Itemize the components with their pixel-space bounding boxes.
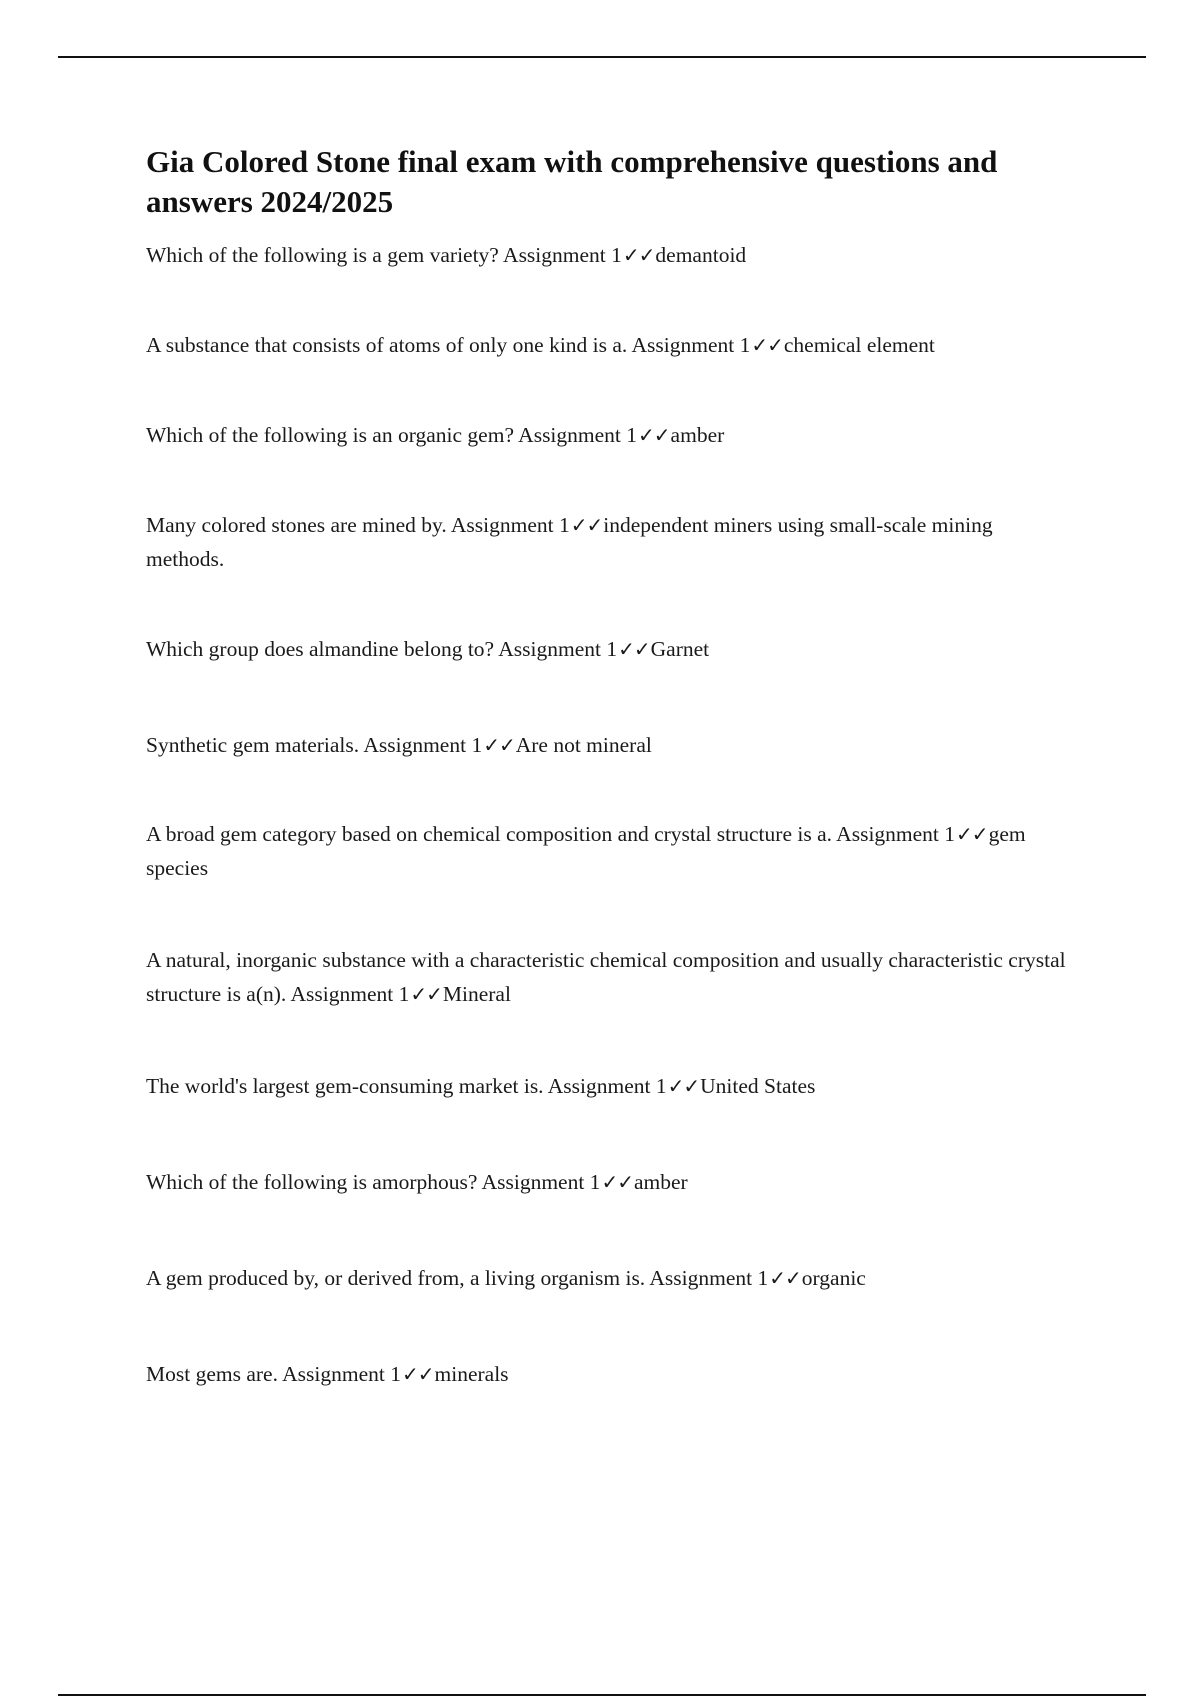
answer-text: minerals (434, 1362, 509, 1386)
check-icon: ✓✓ (410, 982, 442, 1006)
question-text: A gem produced by, or derived from, a living organism is. Assignment 1 (146, 1266, 769, 1290)
question-text: A substance that consists of atoms of only one kind is a. Assignment 1 (146, 333, 751, 357)
question-text: Many colored stones are mined by. Assignment 1 (146, 513, 570, 537)
check-icon: ✓✓ (483, 733, 515, 757)
bottom-rule (58, 1694, 1146, 1696)
qa-list (146, 238, 1066, 1391)
qa-item (146, 1069, 1066, 1103)
answer-text: Garnet (650, 637, 710, 661)
qa-item (146, 238, 1066, 272)
check-icon: ✓✓ (638, 423, 670, 447)
check-icon: ✓✓ (667, 1074, 700, 1098)
document-title: Gia Colored Stone final exam with comprehensive questions and answers 2024/2025 (146, 144, 998, 219)
answer-text: independent miners using small-scale mining methods. (146, 513, 993, 571)
qa-item (146, 817, 1066, 885)
question-text: Synthetic gem materials. Assignment 1 (146, 733, 483, 757)
qa-item (146, 943, 1066, 1011)
answer-text: Mineral (442, 982, 511, 1006)
top-rule (58, 56, 1146, 58)
qa-item (146, 728, 1066, 762)
qa-item (146, 508, 1066, 576)
check-icon: ✓✓ (751, 333, 783, 357)
answer-text: demantoid (655, 243, 747, 267)
qa-item (146, 328, 1066, 362)
qa-item (146, 1165, 1066, 1199)
check-icon: ✓✓ (618, 637, 650, 661)
answer-text: amber (633, 1170, 688, 1194)
question-text: Most gems are. Assignment 1 (146, 1362, 401, 1386)
question-text: Which group does almandine belong to? Assignment 1 (146, 637, 618, 661)
qa-item (146, 1261, 1066, 1295)
check-icon: ✓✓ (956, 822, 988, 846)
check-icon: ✓✓ (402, 1362, 434, 1386)
answer-text: chemical element (783, 333, 935, 357)
document-body (146, 142, 1066, 1391)
answer-text: gem species (146, 822, 1026, 880)
check-icon: ✓✓ (601, 1170, 633, 1194)
qa-item (146, 418, 1066, 452)
qa-item (146, 1357, 1066, 1391)
question-text: Which of the following is amorphous? Assignment 1 (146, 1170, 601, 1194)
question-text: A broad gem category based on chemical composition and crystal structure is a. Assignment 1 (146, 822, 956, 846)
question-text: Which of the following is an organic gem? Assignment 1 (146, 423, 638, 447)
answer-text: amber (670, 423, 725, 447)
answer-text: United States (700, 1074, 816, 1098)
question-text: Which of the following is a gem variety? Assignment 1 (146, 243, 622, 267)
question-text: The world's largest gem-consuming market is. Assignment 1 (146, 1074, 667, 1098)
answer-text: organic (801, 1266, 866, 1290)
question-text: A natural, inorganic substance with a characteristic chemical composition and usually characteristic crystal structure is a(n). Assignment 1 (146, 948, 1066, 1006)
answer-text: Are not mineral (515, 733, 652, 757)
check-icon: ✓✓ (769, 1266, 801, 1290)
qa-item (146, 632, 1066, 666)
check-icon: ✓✓ (570, 513, 603, 537)
check-icon: ✓✓ (622, 243, 655, 267)
